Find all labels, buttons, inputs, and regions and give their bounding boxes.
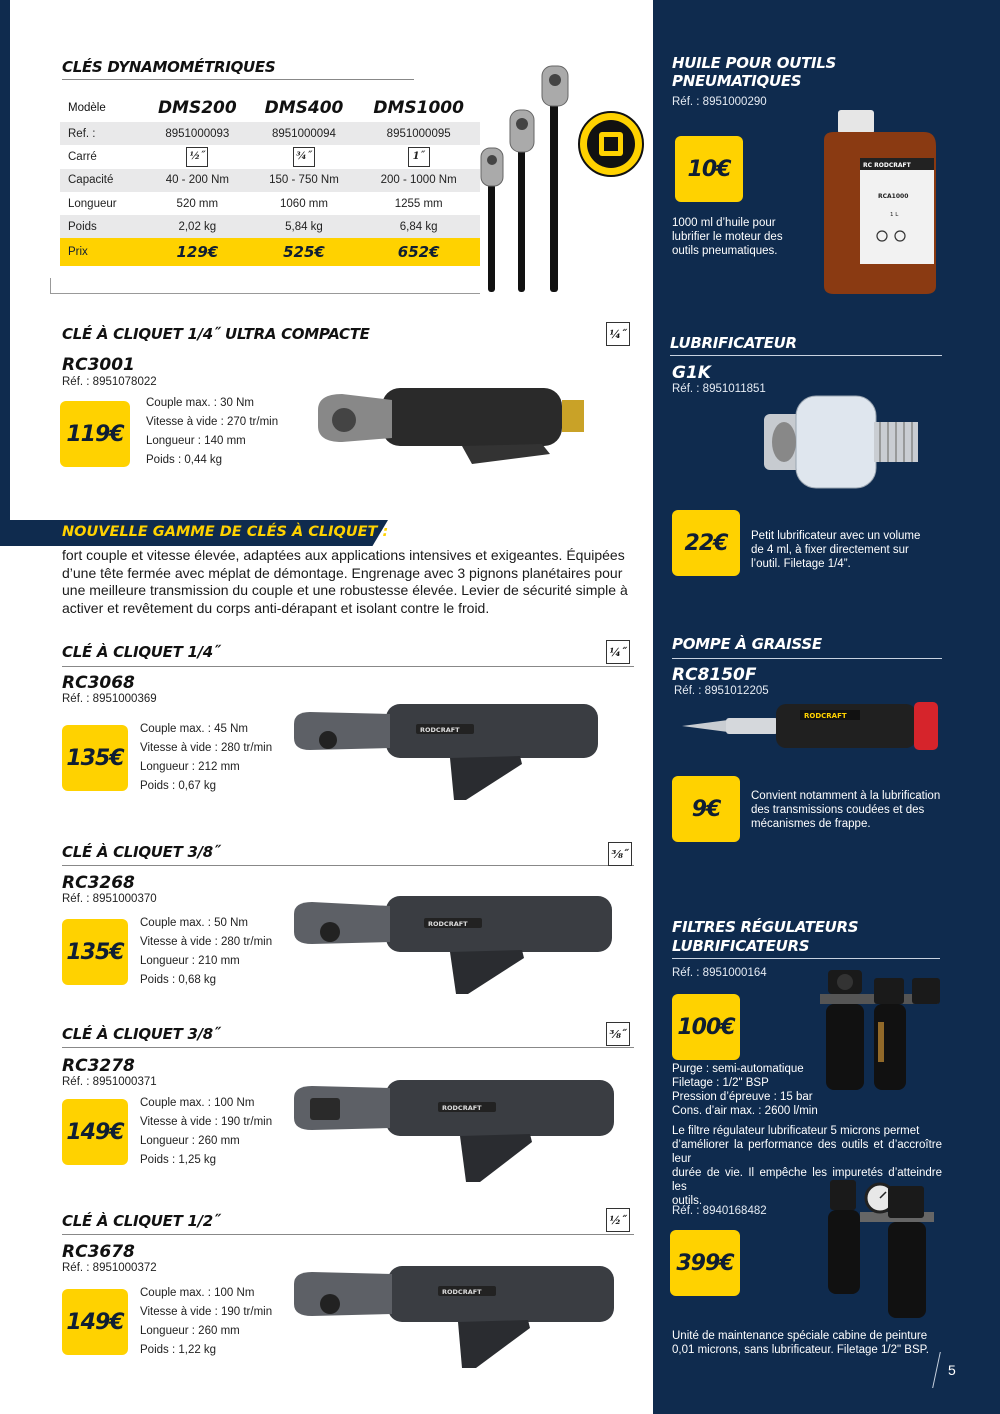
- table-row: Prix 129€ 525€ 652€: [60, 238, 480, 266]
- rc3068-specs: Couple max. : 45 Nm Vitesse à vide : 280 tr/min Longueur : 212 mm Poids : 0,67 kg: [140, 723, 273, 792]
- table-row: Poids 2,02 kg 5,84 kg 6,84 kg: [60, 215, 480, 238]
- rc3678-tool-image: [290, 1262, 620, 1372]
- rc3678-price: 149€: [62, 1289, 128, 1355]
- lub-title-rule: [670, 355, 942, 356]
- grease-title: POMPE À GRAISSE: [672, 635, 822, 653]
- oil-title-line2: PNEUMATIQUES: [672, 72, 802, 90]
- torque-table: [60, 94, 480, 266]
- table-row: Longueur 520 mm 1060 mm 1255 mm: [68, 197, 443, 210]
- oil-bottle-label: RCA1000: [878, 193, 909, 200]
- lub-ref: Réf. : 8951011851: [672, 383, 766, 395]
- rc3678-title-rule: [62, 1234, 634, 1235]
- rc3268-model: RC3268: [62, 873, 135, 893]
- rc3678-brand-label: RODCRAFT: [442, 1288, 482, 1296]
- rc3068-title-rule: [62, 666, 634, 667]
- table-row: Capacité 40 - 200 Nm 150 - 750 Nm 200 - 1000 Nm: [60, 169, 480, 192]
- filters-ref2: Réf. : 8940168482: [672, 1205, 767, 1217]
- rc3278-title-rule: [62, 1047, 634, 1048]
- filters-ref1: Réf. : 8951000164: [672, 967, 767, 979]
- rc3678-model: RC3678: [62, 1242, 135, 1262]
- oil-title-line1: HUILE POUR OUTILS: [672, 54, 837, 72]
- drive-size-badge: ½˝: [186, 147, 208, 167]
- filters-description2: Unité de maintenance spéciale cabine de peinture 0,01 microns, sans lubrificateur. Filetage 1/2" BSP.: [672, 1330, 930, 1356]
- table-frame: [50, 278, 480, 294]
- torque-title: CLÉS DYNAMOMÉTRIQUES: [62, 58, 276, 76]
- lub-image: [758, 388, 946, 496]
- table-row: Modèle DMS200 DMS400 DMS1000: [68, 98, 464, 118]
- grease-pump-label: RODCRAFT: [804, 712, 847, 720]
- rc3268-price: 135€: [62, 919, 128, 985]
- rc3278-price: 149€: [62, 1099, 128, 1165]
- rc3268-title-rule: [62, 865, 634, 866]
- grease-model: RC8150F: [672, 665, 757, 685]
- left-accent-bar: [0, 0, 10, 545]
- rc3268-tool-image: [290, 892, 618, 1000]
- filters-title-line2: LUBRIFICATEURS: [672, 937, 810, 955]
- rc3068-brand-label: RODCRAFT: [420, 726, 460, 734]
- rc3278-model: RC3278: [62, 1056, 135, 1076]
- lub-description: Petit lubrificateur avec un volume de 4 ml, à fixer directement sur l’outil. Filetage 1/4”.: [751, 530, 921, 570]
- torque-wrenches-image: [478, 62, 653, 294]
- oil-bottle-brand: RC RODCRAFT: [863, 162, 911, 169]
- rc3068-model: RC3068: [62, 673, 135, 693]
- drive-size-badge: 1˝: [408, 147, 430, 167]
- grease-ref: Réf. : 8951012205: [674, 685, 769, 697]
- rc3278-title: CLÉ À CLIQUET 3/8˝: [62, 1025, 221, 1043]
- oil-price: 10€: [675, 136, 743, 202]
- table-row: Ref. : 8951000093 8951000094 8951000095: [60, 122, 480, 145]
- rc3068-size-badge: ¼˝: [606, 640, 630, 664]
- filters-specs: Purge : semi-automatique Filetage : 1/2" BSP Pression d’épreuve : 15 bar Cons. d’air max. : 2600 l/min: [672, 1063, 818, 1117]
- rc3068-price: 135€: [62, 725, 128, 791]
- rc3068-tool-image: [290, 700, 608, 806]
- rc3268-specs: Couple max. : 50 Nm Vitesse à vide : 280 tr/min Longueur : 210 mm Poids : 0,68 kg: [140, 917, 273, 986]
- filters-title-line1: FILTRES RÉGULATEURS: [672, 918, 859, 936]
- filter-regulator-lubricator-image: [818, 964, 944, 1094]
- maintenance-unit-image: [820, 1176, 944, 1326]
- grease-pump-image: [680, 696, 942, 758]
- lub-price: 22€: [672, 510, 740, 576]
- rc3001-price: 119€: [60, 401, 130, 467]
- filters-price2: 399€: [670, 1230, 740, 1296]
- rc3678-ref: Réf. : 8951000372: [62, 1262, 157, 1274]
- rc3068-ref: Réf. : 8951000369: [62, 693, 157, 705]
- table-row: Carré ½˝ ¾˝ 1˝: [60, 145, 480, 168]
- grease-description: Convient notamment à la lubrification des transmissions coudées et des mécanismes de frappe.: [751, 790, 941, 830]
- oil-bottle-image: [820, 106, 944, 298]
- new-range-text: fort couple et vitesse élevée, adaptées aux applications intensives et exigeantes. Équipées d’une tête fermée avec méplat de démontage. Engrenage avec 3 pignons planétaires pour une meilleure transmission du couple et une robustesse élevée. Levier de sécurité simple à activer et revêtement du corps anti-dérapant et isolant contre le froid.: [62, 547, 628, 616]
- rc3678-title: CLÉ À CLIQUET 1/2˝: [62, 1212, 221, 1230]
- rc3268-brand-label: RODCRAFT: [428, 920, 468, 928]
- new-range-title: NOUVELLE GAMME DE CLÉS À CLIQUET :: [62, 524, 389, 540]
- torque-title-rule: [62, 79, 414, 80]
- rc3001-tool-image: [312, 380, 592, 480]
- oil-bottle-volume: 1 L: [890, 212, 899, 218]
- page-number: 5: [948, 1362, 956, 1378]
- rc3001-size-badge: ¼˝: [606, 322, 630, 346]
- rc3278-ref: Réf. : 8951000371: [62, 1076, 157, 1088]
- rc3001-ref: Réf. : 8951078022: [62, 376, 157, 388]
- filters-description1: Le filtre régulateur lubrificateur 5 microns permet d’améliorer la performance des outils et d’accroître leur durée de vie. Il empêche les impuretés d’atteindre les outils.: [672, 1125, 942, 1207]
- grease-price: 9€: [672, 776, 740, 842]
- rc3068-title: CLÉ À CLIQUET 1/4˝: [62, 643, 221, 661]
- lub-title: LUBRIFICATEUR: [670, 334, 797, 352]
- rc3278-brand-label: RODCRAFT: [442, 1104, 482, 1112]
- rc3001-model: RC3001: [62, 355, 135, 375]
- rc3268-title: CLÉ À CLIQUET 3/8˝: [62, 843, 221, 861]
- filters-price1: 100€: [672, 994, 740, 1060]
- rc3278-size-badge: ⅜˝: [606, 1022, 630, 1046]
- rc3268-size-badge: ⅜˝: [608, 842, 632, 866]
- rc3678-specs: Couple max. : 100 Nm Vitesse à vide : 190 tr/min Longueur : 260 mm Poids : 1,22 kg: [140, 1287, 273, 1356]
- rc3001-specs: Couple max. : 30 Nm Vitesse à vide : 270 tr/min Longueur : 140 mm Poids : 0,44 kg: [146, 397, 279, 466]
- filters-title-rule: [672, 958, 940, 959]
- oil-ref: Réf. : 8951000290: [672, 96, 767, 108]
- oil-description: 1000 ml d’huile pour lubrifier le moteur des outils pneumatiques.: [672, 217, 783, 257]
- rc3278-tool-image: [290, 1076, 620, 1186]
- drive-size-badge: ¾˝: [293, 147, 315, 167]
- rc3268-ref: Réf. : 8951000370: [62, 893, 157, 905]
- rc3001-title: CLÉ À CLIQUET 1/4˝ ULTRA COMPACTE: [62, 325, 370, 343]
- grease-title-rule: [672, 658, 942, 659]
- rc3278-specs: Couple max. : 100 Nm Vitesse à vide : 190 tr/min Longueur : 260 mm Poids : 1,25 kg: [140, 1097, 273, 1166]
- lub-model: G1K: [672, 363, 711, 383]
- rc3678-size-badge: ½˝: [606, 1208, 630, 1232]
